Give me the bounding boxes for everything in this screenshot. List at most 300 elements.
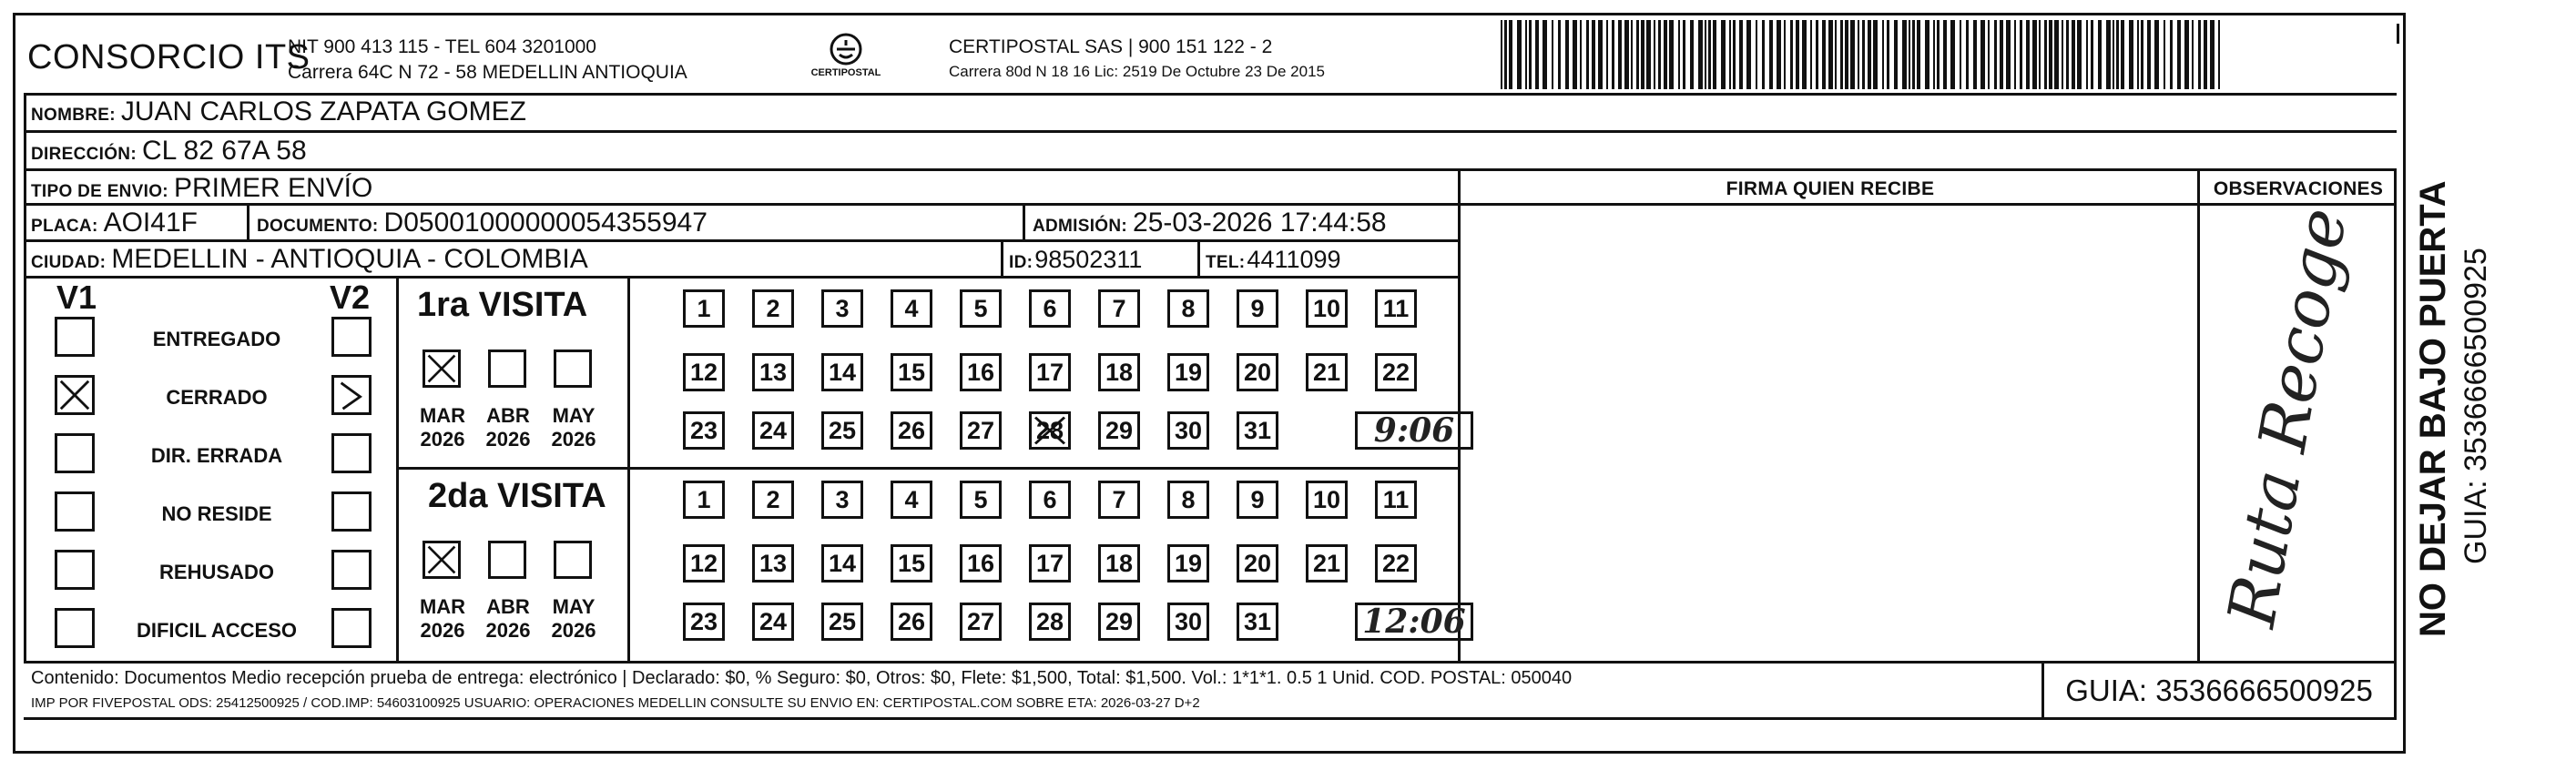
day-box[interactable] (1237, 411, 1278, 450)
barcode-bar (1708, 20, 1711, 89)
barcode-bar (2026, 20, 2030, 89)
barcode-bar (2106, 20, 2111, 89)
visit-1-title: 1ra VISITA (417, 286, 588, 324)
month-year: 2026 (551, 619, 596, 642)
day-box[interactable] (1306, 481, 1348, 519)
v2-checkbox[interactable] (331, 433, 372, 473)
barcode-bar (2006, 20, 2011, 89)
day-box[interactable] (1098, 289, 1140, 328)
admision-field (1033, 208, 1387, 238)
v1-checkbox[interactable] (55, 375, 95, 415)
day-number: 5 (973, 294, 988, 322)
day-box[interactable] (1306, 353, 1348, 391)
barcode-bar (1845, 20, 1848, 89)
barcode-bar (1840, 20, 1843, 89)
day-number: 26 (897, 607, 926, 635)
day-box[interactable] (1375, 544, 1417, 583)
day-box[interactable] (1237, 289, 1278, 328)
corner-tick (2397, 24, 2399, 44)
day-box[interactable] (1167, 603, 1209, 641)
tel-value: 4411099 (1247, 246, 1341, 273)
day-box[interactable] (752, 289, 794, 328)
status-label: DIFICIL ACCESO (136, 619, 297, 642)
barcode-bar (2184, 20, 2189, 89)
barcode-bar (1641, 20, 1644, 89)
day-box[interactable] (891, 603, 932, 641)
month-year: 2026 (420, 619, 465, 642)
day-box[interactable] (891, 289, 932, 328)
barcode-bar (2147, 20, 2151, 89)
barcode-bar (1573, 20, 1577, 89)
ciudad-label: CIUDAD: (31, 253, 107, 272)
day-box[interactable] (1167, 544, 1209, 583)
firma-box (1461, 206, 2200, 661)
company-name: CONSORCIO ITS (27, 38, 311, 76)
day-number: 31 (1243, 416, 1272, 444)
barcode-bar (2062, 20, 2063, 89)
logo-caption: CERTIPOSTAL (810, 67, 881, 78)
day-box[interactable] (821, 353, 863, 391)
barcode-bar (2218, 20, 2220, 89)
day-number: 9 (1250, 485, 1265, 513)
barcode-bar (1729, 20, 1731, 89)
month-name: MAY (552, 595, 596, 618)
day-number: 13 (759, 549, 788, 577)
month-checkbox[interactable] (423, 350, 461, 388)
day-number: 3 (835, 294, 850, 322)
month-year: 2026 (420, 428, 465, 451)
observaciones-header: OBSERVACIONES (2213, 178, 2384, 199)
day-number: 2 (766, 294, 780, 322)
v1-checkbox[interactable] (55, 550, 95, 590)
day-mark (1032, 414, 1068, 447)
barcode-bar (1909, 20, 1910, 89)
barcode-bar (2192, 20, 2194, 89)
barcode-bar (1690, 20, 1694, 89)
barcode-bar (1664, 20, 1667, 89)
barcode-bar (1606, 20, 1608, 89)
barcode-bar (1868, 20, 1871, 89)
day-box[interactable] (683, 289, 725, 328)
day-number: 30 (1174, 607, 1203, 635)
month-year: 2026 (551, 428, 596, 451)
nombre-label: NOMBRE: (31, 106, 116, 125)
id-field (1009, 246, 1142, 274)
day-number: 16 (966, 549, 995, 577)
barcode-bar (2000, 20, 2003, 89)
day-box[interactable] (752, 603, 794, 641)
barcode-bar (1882, 20, 1884, 89)
barcode-bar (1756, 20, 1757, 89)
day-number: 20 (1243, 358, 1272, 386)
status-label: CERRADO (166, 386, 268, 409)
barcode-bar (1894, 20, 1898, 89)
ciudad-value: MEDELLIN - ANTIOQUIA - COLOMBIA (111, 244, 588, 274)
barcode-bar (1822, 20, 1826, 89)
barcode-bar (1762, 20, 1765, 89)
day-box[interactable] (821, 544, 863, 583)
month-name: MAY (552, 404, 596, 427)
barcode-bar (1980, 20, 1985, 89)
day-number: 21 (1312, 358, 1341, 386)
barcode-bar (1933, 20, 1935, 89)
day-box[interactable] (891, 544, 932, 583)
day-number: 12 (689, 549, 718, 577)
nombre-value: JUAN CARLOS ZAPATA GOMEZ (120, 96, 526, 127)
day-box[interactable] (891, 411, 932, 450)
barcode-bar (1777, 20, 1781, 89)
day-box[interactable] (683, 603, 725, 641)
day-number: 28 (1035, 607, 1064, 635)
v2-checkbox[interactable] (331, 491, 372, 532)
day-box[interactable] (1237, 603, 1278, 641)
tel-field (1206, 246, 1341, 274)
day-box[interactable] (1306, 289, 1348, 328)
day-box[interactable] (683, 544, 725, 583)
barcode-bar (1705, 20, 1706, 89)
footer-content-line: Contenido: Documentos Medio recepción prueba de entrega: electrónico | Declarado: $0, % Seguro: $0, Otros: $0, Flete: $1,500, Total: $1,500. Vol.: 1*1*1. 0.5 1 Unid. COD. POSTAL: 050040 (31, 668, 1573, 688)
barcode-bar (2121, 20, 2124, 89)
form-bottom-rule (24, 717, 2397, 720)
direccion-field (31, 136, 307, 167)
day-number: 19 (1174, 549, 1203, 577)
day-box[interactable] (1375, 353, 1417, 391)
day-box[interactable] (1306, 544, 1348, 583)
barcode-bar (1543, 20, 1547, 89)
barcode-bar (2066, 20, 2069, 89)
time-box[interactable] (1355, 603, 1473, 641)
barcode-bar (1966, 20, 1969, 89)
barcode-bar (1802, 20, 1807, 89)
barcode-bar (2014, 20, 2016, 89)
barcode-bar (1678, 20, 1680, 89)
footer-imp-line: IMP POR FIVEPOSTAL ODS: 25412500925 / COD.IMP: 54603100925 USUARIO: OPERACIONES MEDELLIN CONSULTE SU ENVIO EN: CERTIPOSTAL.COM SOBRE ETA: 2026-03-27 D+2 (31, 695, 1200, 711)
time-handwriting: 9:06 (1373, 411, 1455, 450)
day-number: 23 (689, 607, 718, 635)
barcode-bar (1504, 20, 1507, 89)
documento-label: DOCUMENTO: (257, 217, 379, 236)
day-number: 31 (1243, 607, 1272, 635)
month-checkbox[interactable] (554, 541, 592, 579)
day-box[interactable] (960, 603, 1002, 641)
barcode-bar (1887, 20, 1889, 89)
barcode-bar (1658, 20, 1661, 89)
month-label (546, 595, 601, 643)
barcode-bar (1790, 20, 1793, 89)
day-box[interactable] (1237, 481, 1278, 519)
day-box[interactable] (1375, 289, 1417, 328)
v2-checkbox[interactable] (331, 317, 372, 357)
barcode-bar (1535, 20, 1539, 89)
barcode-bar (2072, 20, 2075, 89)
tel-label: TEL: (1206, 253, 1246, 272)
day-number: 13 (759, 358, 788, 386)
day-box[interactable] (1375, 481, 1417, 519)
day-number: 3 (835, 485, 850, 513)
barcode-bar (2141, 20, 2143, 89)
certipostal-logo (805, 29, 887, 87)
time-handwriting: 12:06 (1362, 603, 1466, 641)
day-number: 10 (1312, 294, 1341, 322)
barcode-bar (1917, 20, 1920, 89)
day-number: 4 (904, 294, 919, 322)
barcode-bar (1810, 20, 1812, 89)
day-number: 22 (1381, 358, 1410, 386)
barcode-bar (2198, 20, 2201, 89)
barcode-bar (1525, 20, 1527, 89)
day-box[interactable] (1098, 544, 1140, 583)
day-number: 25 (828, 607, 857, 635)
day-number: 18 (1105, 549, 1134, 577)
barcode-bar (1994, 20, 1997, 89)
v1-checkbox[interactable] (55, 491, 95, 532)
barcode-bar (1873, 20, 1878, 89)
barcode-bar (1721, 20, 1726, 89)
row-direccion (24, 133, 2397, 171)
day-number: 17 (1035, 549, 1064, 577)
status-label: DIR. ERRADA (150, 444, 283, 467)
day-number: 8 (1181, 485, 1196, 513)
barcode-bar (1624, 20, 1629, 89)
day-number: 16 (966, 358, 995, 386)
day-number: 7 (1112, 485, 1126, 513)
barcode-bar (2116, 20, 2119, 89)
time-box[interactable] (1355, 411, 1473, 450)
barcode-bar (1950, 20, 1955, 89)
month-checkbox[interactable] (488, 350, 526, 388)
day-box[interactable] (1029, 481, 1071, 519)
barcode-bar (1828, 20, 1833, 89)
v1-checkbox[interactable] (55, 608, 95, 648)
day-box[interactable] (1098, 353, 1140, 391)
barcode-bar (2049, 20, 2052, 89)
status-label: NO RESIDE (161, 502, 272, 525)
day-number: 6 (1043, 294, 1057, 322)
barcode-bar (2204, 20, 2207, 89)
day-box[interactable] (821, 481, 863, 519)
day-number: 11 (1382, 485, 1410, 513)
barcode-bar (2091, 20, 2093, 89)
barcode-bar (1858, 20, 1859, 89)
day-number: 10 (1312, 485, 1341, 513)
day-box[interactable] (960, 353, 1002, 391)
barcode-bar (2039, 20, 2041, 89)
id-label: ID: (1009, 253, 1033, 272)
firma-header: FIRMA QUIEN RECIBE (1726, 178, 1935, 199)
barcode-bar (2137, 20, 2139, 89)
id-value: 98502311 (1034, 246, 1143, 273)
v2-checkbox[interactable] (331, 550, 372, 590)
day-box[interactable] (960, 544, 1002, 583)
side-guia: GUIA: 3536666500925 (2459, 248, 2493, 564)
barcode-bar (2032, 20, 2037, 89)
day-box[interactable] (683, 353, 725, 391)
day-box[interactable] (891, 481, 932, 519)
day-number: 9 (1250, 294, 1265, 322)
month-name: MAR (419, 404, 466, 427)
day-box[interactable] (752, 353, 794, 391)
barcode-bar (1912, 20, 1915, 89)
day-mark (1170, 605, 1207, 638)
barcode-bar (1850, 20, 1855, 89)
barcode-bar (2210, 20, 2215, 89)
day-box[interactable] (1098, 481, 1140, 519)
barcode-bar (1669, 20, 1674, 89)
month-name: ABR (486, 404, 530, 427)
visit-2-title: 2da VISITA (428, 477, 606, 515)
day-box[interactable] (1029, 603, 1071, 641)
barcode-bar (1565, 20, 1569, 89)
month-checkbox[interactable] (423, 541, 461, 579)
day-box[interactable] (752, 411, 794, 450)
day-box[interactable] (683, 481, 725, 519)
barcode-bar (1586, 20, 1589, 89)
ciudad-field (31, 244, 588, 275)
tipo-value: PRIMER ENVÍO (173, 173, 373, 203)
day-number: 22 (1381, 549, 1410, 577)
day-number: 1 (697, 485, 711, 513)
barcode-bar (1558, 20, 1561, 89)
day-number: 2 (766, 485, 780, 513)
day-box[interactable] (752, 481, 794, 519)
barcode-bar (1988, 20, 1990, 89)
barcode-bar (1509, 20, 1512, 89)
day-box[interactable] (960, 289, 1002, 328)
day-number: 24 (759, 416, 788, 444)
day-number: 1 (697, 294, 711, 322)
barcode-bar (1796, 20, 1799, 89)
day-number: 21 (1312, 549, 1341, 577)
day-number: 12 (689, 358, 718, 386)
day-box[interactable] (1098, 411, 1140, 450)
barcode-bar (2098, 20, 2102, 89)
tipo-label: TIPO DE ENVIO: (31, 182, 168, 201)
month-label (546, 404, 601, 451)
day-box[interactable] (821, 411, 863, 450)
day-number: 8 (1181, 294, 1196, 322)
barcode-bar (1973, 20, 1977, 89)
day-number: 6 (1043, 485, 1057, 513)
day-number: 19 (1174, 358, 1203, 386)
barcode-bar (1631, 20, 1633, 89)
day-number: 14 (828, 549, 857, 577)
day-box[interactable] (1029, 289, 1071, 328)
day-number: 15 (897, 358, 926, 386)
carrier-address: Carrera 80d N 18 16 Lic: 2519 De Octubre 23 De 2015 (949, 63, 1325, 80)
month-label (415, 595, 470, 643)
month-checkbox[interactable] (488, 541, 526, 579)
nombre-field (31, 96, 526, 127)
placa-label: PLACA: (31, 217, 98, 236)
day-box[interactable] (1029, 353, 1071, 391)
day-box[interactable] (1029, 544, 1071, 583)
day-box[interactable] (1167, 353, 1209, 391)
day-number: 30 (1174, 416, 1203, 444)
day-box[interactable] (1029, 411, 1071, 450)
day-box[interactable] (1167, 289, 1209, 328)
barcode-bar (2164, 20, 2165, 89)
day-number: 17 (1035, 358, 1064, 386)
day-box[interactable] (821, 289, 863, 328)
barcode-bar (1925, 20, 1929, 89)
barcode-bar (1943, 20, 1947, 89)
v1-checkbox[interactable] (55, 317, 95, 357)
barcode-bar (1517, 20, 1522, 89)
documento-value: D05001000000054355947 (383, 208, 708, 238)
barcode-bar (1598, 20, 1603, 89)
day-box[interactable] (891, 353, 932, 391)
barcode-bar (1784, 20, 1786, 89)
placa-value: AOI41F (103, 208, 198, 238)
day-box[interactable] (1237, 544, 1278, 583)
day-box[interactable] (1237, 353, 1278, 391)
month-name: MAR (419, 595, 466, 618)
day-number: 14 (828, 358, 857, 386)
day-box[interactable] (752, 544, 794, 583)
day-number: 27 (966, 416, 995, 444)
month-label (481, 404, 535, 451)
status-label: ENTREGADO (152, 328, 281, 350)
footer-guia: GUIA: 3536666500925 (2065, 674, 2373, 707)
day-number: 11 (1382, 294, 1410, 322)
month-checkbox[interactable] (554, 350, 592, 388)
placa-field (31, 208, 198, 238)
barcode-bar (1816, 20, 1818, 89)
barcode-bar (1746, 20, 1751, 89)
barcode-bar (2170, 20, 2173, 89)
month-year: 2026 (485, 428, 531, 451)
barcode-bar (1769, 20, 1773, 89)
day-box[interactable] (683, 411, 725, 450)
barcode-bar (1713, 20, 1716, 89)
barcode-bar (1835, 20, 1837, 89)
barcode-bar (1862, 20, 1865, 89)
day-box[interactable] (1167, 411, 1209, 450)
status-label: REHUSADO (159, 561, 274, 583)
day-box[interactable] (1098, 603, 1140, 641)
month-label (481, 595, 535, 643)
direccion-label: DIRECCIÓN: (31, 145, 137, 164)
day-number: 24 (759, 607, 788, 635)
day-number: 5 (973, 485, 988, 513)
day-number: 29 (1105, 416, 1134, 444)
barcode-bar (1636, 20, 1639, 89)
month-label (415, 404, 470, 451)
barcode-bar (2129, 20, 2133, 89)
v2-checkbox[interactable] (331, 608, 372, 648)
barcode-bar (1733, 20, 1736, 89)
barcode-bar (1654, 20, 1655, 89)
day-number: 20 (1243, 549, 1272, 577)
v1-header: V1 (56, 279, 97, 316)
v1-checkbox[interactable] (55, 433, 95, 473)
documento-field (257, 208, 708, 238)
barcode-bar (1683, 20, 1685, 89)
day-box[interactable] (960, 411, 1002, 450)
barcode-bar (1646, 20, 1651, 89)
day-box[interactable] (1167, 481, 1209, 519)
v2-header: V2 (330, 279, 371, 316)
barcode-bar (1592, 20, 1595, 89)
barcode-bar (1552, 20, 1553, 89)
barcode-bar (1739, 20, 1743, 89)
day-box[interactable] (821, 603, 863, 641)
carrier-name: CERTIPOSTAL SAS | 900 151 122 - 2 (949, 36, 1273, 57)
day-box[interactable] (960, 481, 1002, 519)
v2-checkbox[interactable] (331, 375, 372, 415)
observation-handwriting: Ruta Recoge (2213, 202, 2362, 633)
barcode-bar (1618, 20, 1622, 89)
